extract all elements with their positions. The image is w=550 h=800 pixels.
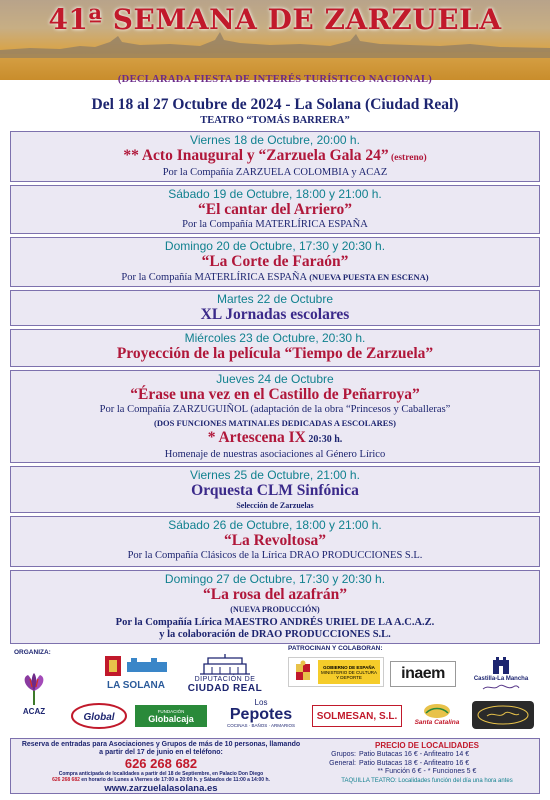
- patrocinan-label: PATROCINAN Y COLABORAN:: [288, 645, 383, 652]
- event-block: [10, 237, 540, 287]
- venue-name: TEATRO “TOMÁS BARRERA”: [200, 115, 350, 126]
- event-date: Sábado 19 de Octubre, 18:00 y 21:00 h.: [168, 187, 382, 201]
- ciudad-real-text: CIUDAD REAL: [187, 683, 263, 694]
- event-title: ** Acto Inaugural y “Zarzuela Gala 24” (estreno): [123, 147, 427, 164]
- reservas-phone[interactable]: 626 268 682: [124, 756, 198, 771]
- reservas-text: Reserva de entradas para Asociaciones y Grupos de más de 10 personas, llamando a partir del 17 de junio en el teléfono:: [21, 741, 301, 756]
- event-title-secondary: * Artescena IX 20:30 h.: [207, 429, 343, 446]
- signature-graphic: [481, 682, 521, 692]
- event-company: Por la Compañía MATERLÍRICA ESPAÑA (NUEVA PUESTA EN ESCENA): [121, 272, 429, 283]
- los-text: Los: [254, 698, 268, 707]
- event-title: Orquesta CLM Sinfónica: [191, 482, 359, 499]
- event-date: Viernes 25 de Octubre, 21:00 h.: [190, 468, 360, 482]
- festival-dates: Del 18 al 27 Octubre de 2024 - La Solana (Ciudad Real): [91, 96, 459, 113]
- festival-title: 41ª SEMANA DE ZARZUELA: [48, 3, 502, 36]
- event-block: [10, 516, 540, 567]
- event-date: Viernes 18 de Octubre, 20:00 h.: [190, 133, 360, 147]
- event-title: “La Revoltosa”: [223, 532, 327, 549]
- la-solana-text: LA SOLANA: [107, 679, 165, 691]
- los-pepotes-logo: [215, 697, 307, 731]
- sponsors-area: [10, 645, 540, 735]
- declared-subtitle: (DECLARADA FIESTA DE INTERÉS TURÍSTICO NACIONAL): [117, 74, 433, 85]
- event-company: Por la Compañía ZARZUGUIÑOL (adaptación de la obra “Princesos y Caballeras”: [99, 404, 451, 415]
- event-date: Sábado 26 de Octubre, 18:00 y 21:00 h.: [168, 518, 382, 532]
- event-company: Homenaje de nuestras asociaciones al Género Lírico: [164, 449, 386, 460]
- events-list: [10, 131, 540, 644]
- event-title: “El cantar del Arriero”: [198, 201, 352, 218]
- event-title: Proyección de la película “Tiempo de Zarzuela”: [116, 345, 434, 362]
- event-block: [10, 466, 540, 513]
- website-link[interactable]: www.zarzuelalasolana.es: [104, 783, 218, 794]
- la-solana-logo: [88, 649, 184, 693]
- event-note: (NUEVA PRODUCCIÓN): [230, 605, 320, 614]
- diputacion-logo: [180, 651, 270, 697]
- price-row-general: General: Patio Butacas 18 € - Anfiteatro 16 €: [329, 759, 470, 767]
- coat-of-arms-icon: [292, 660, 314, 684]
- event-collaboration: y la colaboración de DRAO PRODUCCIONES S.L.: [159, 629, 391, 640]
- santa-catalina-text: Santa Catalina: [414, 718, 460, 726]
- town-emblem-icon: [101, 652, 171, 680]
- svg-text:Global: Global: [83, 712, 115, 723]
- acaz-text: ACAZ: [22, 706, 46, 716]
- clm-text: Castilla-La Mancha: [473, 676, 529, 682]
- solmesan-text: SOLMESAN, S.L.: [316, 710, 398, 722]
- event-note: (DOS FUNCIONES MATINALES DEDICADAS A ESCOLARES): [154, 417, 396, 428]
- event-block: [10, 290, 540, 326]
- reservations-section: [11, 739, 311, 793]
- prices-section: [316, 739, 538, 793]
- seal-emblem-icon: [475, 704, 531, 726]
- event-company: Por la Compañía MATERLÍRICA ESPAÑA: [182, 219, 368, 230]
- castilla-la-mancha-logo: [466, 649, 536, 695]
- gobierno-text: GOBIERNO DE ESPAÑA: [323, 664, 375, 670]
- castle-icon: [490, 652, 512, 676]
- event-title: “Érase una vez en el Castillo de Peñarroya”: [130, 386, 420, 403]
- santa-catalina-logo: [408, 695, 466, 731]
- globalcaja-logo: [135, 705, 207, 727]
- event-date: Jueves 24 de Octubre: [216, 372, 334, 386]
- event-block: [10, 329, 540, 367]
- olive-branch-icon: [422, 701, 452, 719]
- event-company: Por la Compañía Clásicos de la Lírica DRAO PRODUCCIONES S.L.: [127, 550, 423, 561]
- taquilla-text: TAQUILLA TEATRO: Localidades función del día una hora antes: [341, 777, 513, 784]
- event-date: Domingo 20 de Octubre, 17:30 y 20:30 h.: [164, 239, 386, 253]
- event-title: “La Corte de Faraón”: [201, 253, 349, 270]
- event-date: Martes 22 de Octubre: [216, 292, 334, 306]
- building-icon: [198, 654, 252, 676]
- globalcaja-text: Globalcaja: [148, 713, 194, 724]
- acaz-logo: [14, 667, 54, 721]
- event-company: Por la Compañía Lírica MAESTRO ANDRÉS URIEL DE LA A.C.A.Z.: [115, 616, 435, 628]
- price-row-grupos: Grupos: Patio Butacas 16 € - Anfiteatro 14 €: [331, 751, 470, 758]
- event-note: Selección de Zarzuelas: [236, 501, 314, 510]
- event-date: Miércoles 23 de Octubre, 20:30 h.: [184, 331, 366, 345]
- footer-box: [10, 738, 540, 794]
- inaem-text: inaem: [401, 665, 445, 682]
- inaem-logo: [390, 661, 456, 687]
- ministerio-text: MINISTERIO DE CULTURA Y DEPORTE: [321, 669, 377, 680]
- seal-logo: [472, 701, 534, 729]
- event-block: [10, 185, 540, 234]
- event-title: XL Jornadas escolares: [200, 306, 350, 323]
- organiza-label: ORGANIZA:: [14, 649, 51, 656]
- event-block: [10, 131, 540, 182]
- event-title: “La rosa del azafrán”: [203, 586, 347, 603]
- ministerio-block: [318, 660, 380, 684]
- pepotes-text: Pepotes: [229, 706, 293, 723]
- fundacion-text: FUNDACIÓN: [157, 708, 185, 714]
- precio-title: PRECIO DE LOCALIDADES: [374, 741, 479, 750]
- saffron-flower-icon: [18, 673, 50, 707]
- price-row-funcion: ** Función 6 € - * Funciones 5 €: [377, 768, 477, 775]
- event-date: Domingo 27 de Octubre, 17:30 y 20:30 h.: [164, 572, 386, 586]
- diputacion-text: DIPUTACIÓN DE: [194, 676, 256, 683]
- event-block: [10, 370, 540, 463]
- gobierno-logo: [288, 657, 384, 687]
- event-block: [10, 570, 540, 644]
- event-company: Por la Compañía ZARZUELA COLOMBIA y ACAZ: [162, 167, 388, 178]
- solmesan-logo: [312, 705, 402, 727]
- pepotes-tagline: COCINAS · BAÑOS · ARMARIOS: [226, 723, 295, 728]
- global-swoosh-icon: [69, 700, 129, 730]
- global-logo: [68, 699, 130, 731]
- compra-text: Compra anticipada de localidades a partir del 18 de Septiembre, en Palacio Don Diego 626 268 682 en horario de Lunes a Viernes de 17:00 a 20:00 h. y Sábados de 11:00 a 14:00 h.: [52, 771, 270, 783]
- header-banner: [0, 0, 550, 80]
